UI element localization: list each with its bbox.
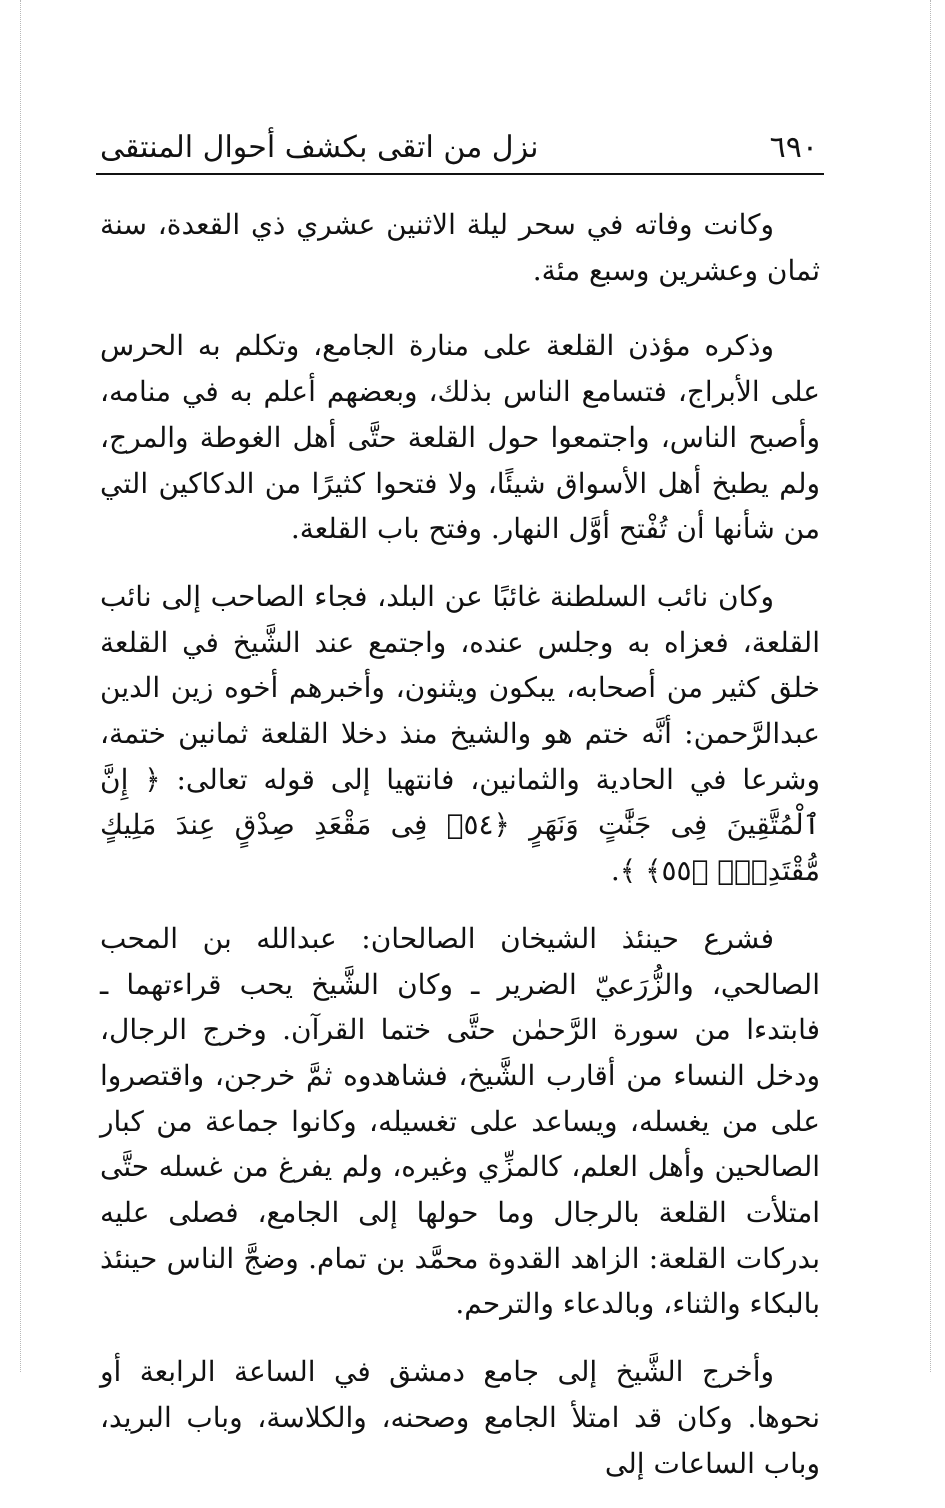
page-header	[96, 128, 824, 172]
page-number: ٦٩٠	[769, 130, 818, 165]
paragraph-gathering-text: وكان نائب السلطنة غائبًا عن البلد، فجاء الصاحب إلى نائب القلعة، فعزاه به وجلس عنده، واجتمع عند الشَّيخ في القلعة خلق كثير من أصحابه، يبكون ويثنون، وأخبرهم أخوه زين الدين عبدالرَّحمن: أنَّه ختم هو والشيخ منذ دخلا القلعة ثمانين ختمة، وشرعا في الحادية والثمانين، فانتهيا إلى قوله تعالى:	[100, 579, 820, 796]
quran-verse: ﴿ إِنَّ ٱلْمُتَّقِينَ فِى جَنَّٰتٍ وَنَهَرٍ ﴿٥٤﴾ فِى مَقْعَدِ صِدْقٍ عِندَ مَلِيكٍ مُّقْتَدِرٍۭ ﴿٥٥﴾ ﴾	[100, 762, 821, 888]
paragraph-death-date: وكانت وفاته في سحر ليلة الاثنين عشري ذي القعدة، سنة ثمان وعشرين وسبع مئة.	[100, 208, 820, 287]
header-divider	[96, 173, 824, 175]
running-title: نزل من اتقى بكشف أحوال المنتقى	[100, 130, 539, 165]
quran-verse-end: .	[610, 854, 620, 888]
paragraph-gathering	[100, 574, 820, 894]
scan-edge-line-right	[930, 0, 931, 1372]
scan-edge-line-left	[20, 0, 21, 1372]
paragraph-washing: فشرع حينئذ الشيخان الصالحان: عبدالله بن المحب الصالحي، والزُّرَعيّ الضرير ـ وكان الشَّيخ يحب قراءتهما ـ فابتدءا من سورة الرَّحمٰن حتَّى ختما القرآن. وخرج الرجال، ودخل النساء من أقارب الشَّيخ، فشاهدوه ثمَّ خرجن، واقتصروا على من يغسله، ويساعد على تغسيله، وكانوا جماعة من كبار الصالحين وأهل العلم، كالمزِّي وغيره، ولم يفرغ من غسله حتَّى امتلأت القلعة بالرجال وما حولها إلى الجامع، فصلى عليه بدركات القلعة: الزاهد القدوة محمَّد بن تمام. وضجَّ الناس حينئذ بالبكاء والثناء، وبالدعاء والترحم.	[100, 921, 820, 1321]
paragraph-announcement: وذكره مؤذن القلعة على منارة الجامع، وتكلم به الحرس على الأبراج، فتسامع الناس بذلك، وبعضهم أعلم به في منامه، وأصبح الناس، واجتمعوا حول القلعة حتَّى أهل الغوطة والمرج، ولم يطبخ أهل الأسواق شيئًا، ولا فتحوا كثيرًا من الدكاكين التي من شأنها أن تُفْتح أوَّل النهار. وفتح باب القلعة.	[100, 329, 820, 546]
paragraph-funeral-procession: وأخرج الشَّيخ إلى جامع دمشق في الساعة الرابعة أو نحوها. وكان قد امتلأ الجامع وصحنه، والكلاسة، وباب البريد، وباب الساعات إلى	[100, 1355, 820, 1480]
main-text	[100, 202, 820, 1508]
